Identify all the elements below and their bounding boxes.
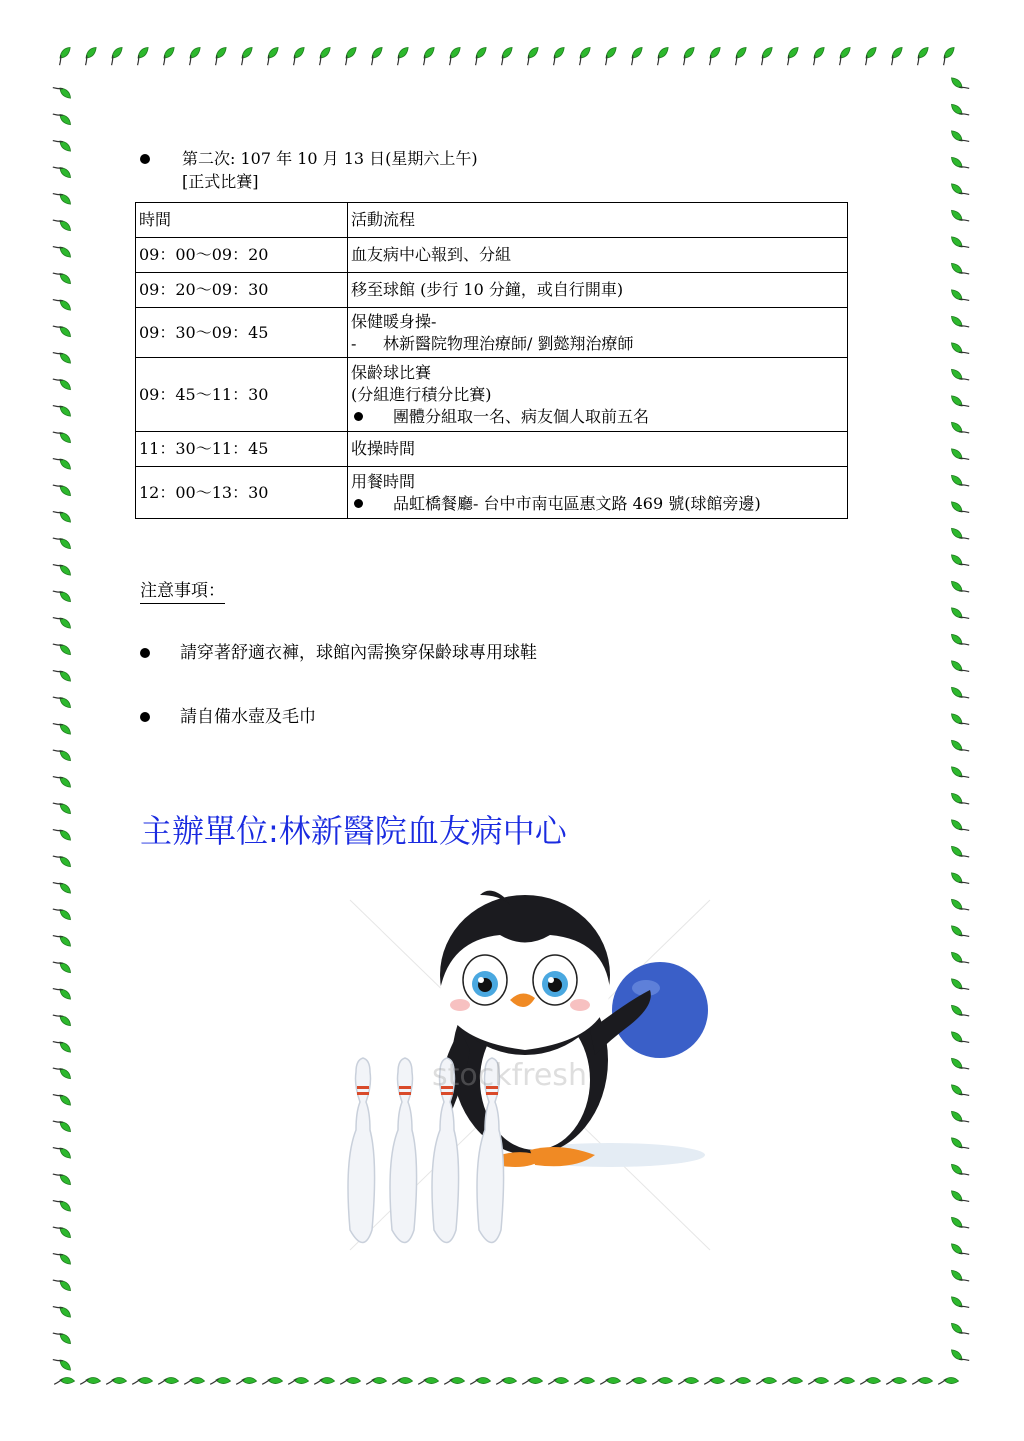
note-item — [140, 638, 537, 663]
bullet-item-text: 團體分組取一名、病友個人取前五名 — [393, 406, 650, 426]
row-time: 09：45～11：30 — [136, 358, 348, 432]
bullet-item-text: 品虹橋餐廳- 台中市南屯區惠文路 469 號(球館旁邊) — [393, 493, 761, 513]
bullet-icon — [140, 712, 150, 722]
session-subtitle: [正式比賽] — [182, 172, 259, 191]
row-activity-cell — [348, 308, 848, 358]
bullet-icon — [140, 648, 150, 658]
schedule-table — [135, 202, 848, 519]
organizer-heading: 主辦單位:林新醫院血友病中心 — [140, 812, 567, 850]
table-row — [136, 238, 848, 273]
row-time: 11：30～11：45 — [136, 432, 348, 467]
note-text: 請自備水壺及毛巾 — [180, 707, 316, 727]
bowling-pin-icon — [390, 1058, 417, 1243]
row-time: 09：00～09：20 — [136, 238, 348, 273]
header-activity: 活動流程 — [348, 203, 848, 238]
row-activity: 用餐時間 — [351, 471, 416, 491]
bowling-pin-icon — [348, 1058, 375, 1243]
row-activity: 保健暖身操- — [351, 311, 437, 331]
table-row — [136, 467, 848, 519]
bullet-icon — [354, 412, 363, 421]
table-row — [136, 358, 848, 432]
row-activity-cell — [348, 467, 848, 519]
row-time: 09：20～09：30 — [136, 273, 348, 308]
row-activity-cell — [348, 358, 848, 432]
table-row — [136, 273, 848, 308]
dash-item — [351, 333, 844, 355]
session-title: 第二次: 107 年 10 月 13 日(星期六上午) — [182, 149, 478, 168]
row-time: 12：00～13：30 — [136, 467, 348, 519]
table-row — [136, 432, 848, 467]
row-activity-detail: (分組進行積分比賽) — [351, 384, 492, 404]
table-header-row — [136, 203, 848, 238]
bullet-item — [351, 493, 844, 515]
row-activity: 血友病中心報到、分組 — [348, 238, 848, 273]
note-text: 請穿著舒適衣褲，球館內需換穿保齡球專用球鞋 — [180, 643, 537, 663]
dash-item-text: 林新醫院物理治療師/ 劉懿翔治療師 — [383, 333, 634, 353]
watermark-text: stockfresh — [432, 1058, 587, 1093]
table-row — [136, 308, 848, 358]
row-activity: 收操時間 — [348, 432, 848, 467]
bullet-item — [351, 406, 844, 428]
row-activity: 保齡球比賽 — [351, 362, 432, 382]
bullet-icon — [140, 154, 150, 164]
row-activity: 移至球館 (步行 10 分鐘，或自行開車) — [348, 273, 848, 308]
note-item — [140, 702, 316, 727]
bullet-icon — [354, 499, 363, 508]
dash-icon: - — [351, 333, 357, 353]
notes-title — [140, 576, 225, 601]
notes-title-text: 注意事項： — [140, 581, 225, 604]
row-time: 09：30～09：45 — [136, 308, 348, 358]
header-time: 時間 — [136, 203, 348, 238]
